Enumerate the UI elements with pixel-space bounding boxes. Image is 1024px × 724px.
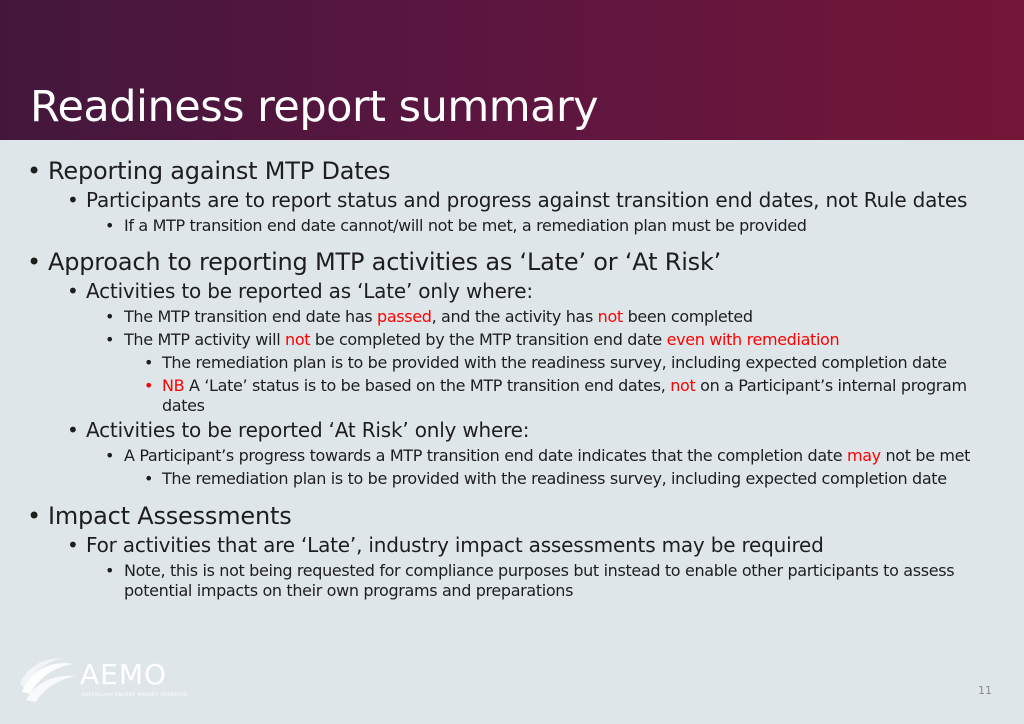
bullet-report-status: • Participants are to report status and progress against transition end dates, not Rule dates — [0, 188, 1024, 213]
aemo-logo-subtext: AUSTRALIAN ENERGY MARKET OPERATOR — [81, 693, 188, 698]
bullet-remediation-plan-required: • If a MTP transition end date cannot/will not be met, a remediation plan must be provided — [0, 216, 1024, 236]
bullet-at-risk-progress — [0, 446, 1024, 466]
highlight-even-with-remediation: even with remediation — [666, 330, 840, 349]
bullet-nb-late-status — [0, 376, 1024, 416]
bullet-at-risk-criteria: • Activities to be reported ‘At Risk’ only where: — [0, 418, 1024, 443]
highlight-not: not — [670, 376, 696, 395]
aemo-swirl-icon — [18, 656, 78, 706]
text-segment: been completed — [622, 307, 753, 326]
text-segment: , and the activity has — [431, 307, 598, 326]
bullet-reporting-against-mtp-dates: • Reporting against MTP Dates — [0, 156, 1024, 186]
page-number: 11 — [978, 684, 992, 697]
highlight-may: may — [846, 446, 881, 465]
text-segment: The MTP activity will — [124, 330, 286, 349]
highlight-not: not — [597, 307, 623, 326]
aemo-logo — [18, 656, 188, 706]
bullet-remediation-plan-at-risk: • The remediation plan is to be provided with the readiness survey, including expected completion date — [0, 469, 1024, 489]
bullet-late-criteria: • Activities to be reported as ‘Late’ only where: — [0, 279, 1024, 304]
title-banner — [0, 0, 1024, 140]
highlight-not: not — [285, 330, 311, 349]
text-segment: not be met — [880, 446, 971, 465]
text-segment: A ‘Late’ status is to be based on the MTP transition end dates, — [184, 376, 671, 395]
text-segment: A Participant’s progress towards a MTP transition end date indicates that the completion date — [124, 446, 847, 465]
bullet-late-date-passed — [0, 307, 1024, 327]
text-segment: The MTP transition end date has — [124, 307, 378, 326]
slide-content — [0, 156, 1024, 601]
aemo-logo-text: AEMO — [80, 658, 168, 691]
bullet-impact-assessments: • Impact Assessments — [0, 501, 1024, 531]
bullet-approach-to-reporting: • Approach to reporting MTP activities as ‘Late’ or ‘At Risk’ — [0, 247, 1024, 277]
text-segment: be completed by the MTP transition end date — [310, 330, 667, 349]
bullet-impact-late: • For activities that are ‘Late’, industry impact assessments may be required — [0, 533, 1024, 558]
highlight-nb: NB — [162, 376, 185, 395]
highlight-passed: passed — [377, 307, 432, 326]
bullet-impact-note: • Note, this is not being requested for compliance purposes but instead to enable other participants to assess potential impacts on their own programs and preparations — [0, 561, 1024, 601]
slide-title: Readiness report summary — [30, 82, 599, 132]
bullet-late-not-completed — [0, 330, 1024, 350]
text-segment: on a Participant’s internal program dates — [162, 376, 967, 415]
bullet-remediation-plan-late: • The remediation plan is to be provided with the readiness survey, including expected completion date — [0, 353, 1024, 373]
